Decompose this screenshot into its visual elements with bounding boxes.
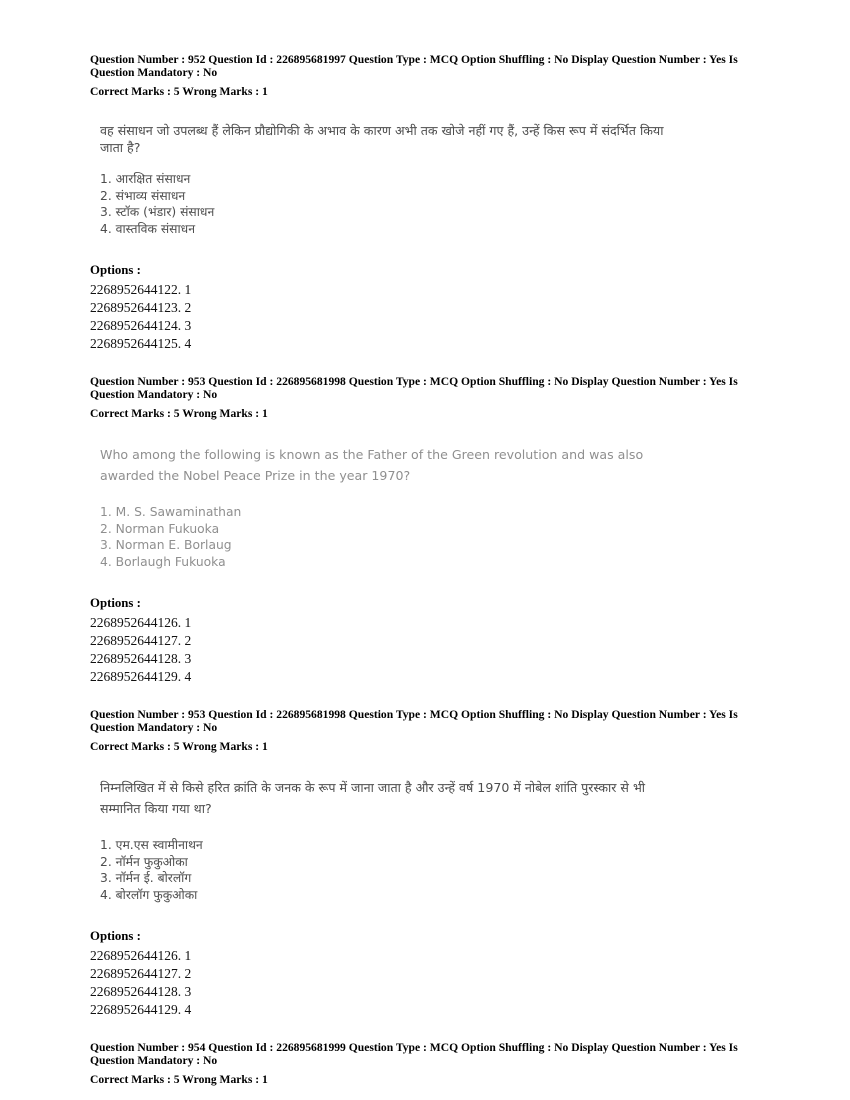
marks-line: Correct Marks : 5 Wrong Marks : 1 xyxy=(90,740,268,753)
choice-list xyxy=(100,171,820,237)
choice-item: 1. M. S. Sawaminathan xyxy=(100,505,242,519)
option-id: 2268952644128. 3 xyxy=(90,984,192,999)
options-label: Options : xyxy=(90,596,141,610)
choice-item: 2. Norman Fukuoka xyxy=(100,521,220,536)
option-id: 2268952644124. 3 xyxy=(90,318,192,333)
option-id: 2268952644129. 4 xyxy=(90,669,192,684)
question-block-954 xyxy=(90,1041,820,1086)
choice-item: 2. नॉर्मन फुकुओका xyxy=(100,854,188,869)
question-meta-line: Question Number : 953 Question Id : 226895681998 Question Type : MCQ Option Shuffling : No Display Question Number : Yes Is Question Mandatory : No xyxy=(90,375,738,401)
option-id: 2268952644127. 2 xyxy=(90,966,192,981)
choice-list xyxy=(100,837,820,903)
marks-line: Correct Marks : 5 Wrong Marks : 1 xyxy=(90,85,268,98)
option-id: 2268952644125. 4 xyxy=(90,336,192,351)
choice-list xyxy=(100,504,820,570)
option-id-list xyxy=(90,614,820,686)
option-id: 2268952644126. 1 xyxy=(90,948,192,963)
choice-item: 4. वास्तविक संसाधन xyxy=(100,221,196,236)
choice-item: 3. Norman E. Borlaug xyxy=(100,538,232,552)
question-block-952 xyxy=(90,53,820,353)
option-id: 2268952644129. 4 xyxy=(90,1002,192,1017)
choice-item: 1. आरक्षित संसाधन xyxy=(100,172,191,186)
question-meta-line: Question Number : 952 Question Id : 226895681997 Question Type : MCQ Option Shuffling : No Display Question Number : Yes Is Question Mandatory : No xyxy=(90,53,738,79)
option-id: 2268952644128. 3 xyxy=(90,651,192,666)
question-text: Who among the following is known as the Father of the Green revolution and was also awarded the Nobel Peace Prize in the year 1970? xyxy=(100,447,644,483)
choice-item: 3. नॉर्मन ई. बोरलॉग xyxy=(100,871,192,885)
question-meta-line: Question Number : 953 Question Id : 226895681998 Question Type : MCQ Option Shuffling : No Display Question Number : Yes Is Question Mandatory : No xyxy=(90,708,738,734)
option-id-list xyxy=(90,281,820,353)
option-id: 2268952644123. 2 xyxy=(90,300,192,315)
choice-item: 4. Borlaugh Fukuoka xyxy=(100,554,226,569)
choice-item: 4. बोरलॉग फुकुओका xyxy=(100,887,198,902)
question-text: निम्नलिखित में से किसे हरित क्रांति के जनक के रूप में जाना जाता है और उन्हें वर्ष 1970 में नोबेल शांति पुरस्कार से भी सम्मानित किया गया था? xyxy=(100,780,646,816)
option-id: 2268952644127. 2 xyxy=(90,633,192,648)
choice-item: 3. स्टॉक (भंडार) संसाधन xyxy=(100,205,215,219)
options-label: Options : xyxy=(90,929,141,943)
option-id-list xyxy=(90,947,820,1019)
question-meta-line: Question Number : 954 Question Id : 226895681999 Question Type : MCQ Option Shuffling : No Display Question Number : Yes Is Question Mandatory : No xyxy=(90,1041,738,1067)
question-text: वह संसाधन जो उपलब्ध हैं लेकिन प्रौद्योगिकी के अभाव के कारण अभी तक खोजे नहीं गए हैं, उन्हें किस रूप में संदर्भित किया जाता है? xyxy=(100,123,664,155)
options-label: Options : xyxy=(90,263,141,277)
option-id: 2268952644122. 1 xyxy=(90,282,192,297)
choice-item: 1. एम.एस स्वामीनाथन xyxy=(100,838,203,852)
choice-item: 2. संभाव्य संसाधन xyxy=(100,188,186,203)
option-id: 2268952644126. 1 xyxy=(90,615,192,630)
marks-line: Correct Marks : 5 Wrong Marks : 1 xyxy=(90,1073,268,1086)
marks-line: Correct Marks : 5 Wrong Marks : 1 xyxy=(90,407,268,420)
question-block-953-hindi xyxy=(90,708,820,1019)
question-block-953-english xyxy=(90,375,820,686)
